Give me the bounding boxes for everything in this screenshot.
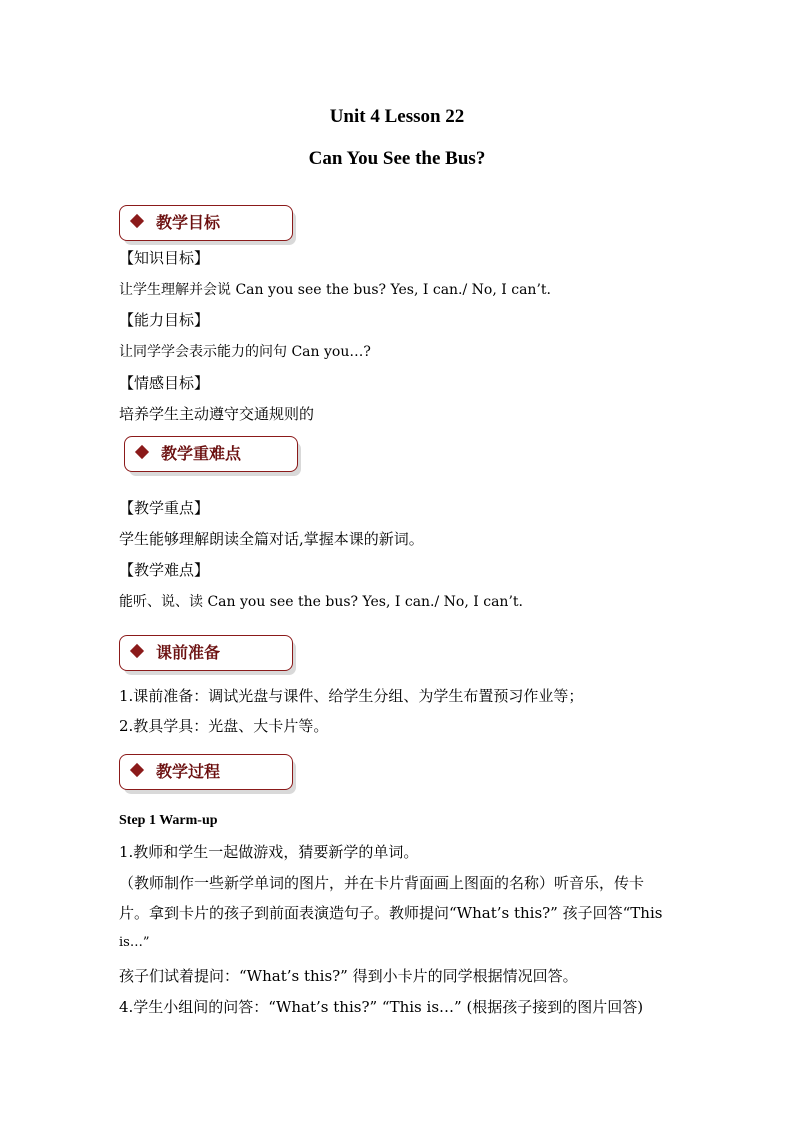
focus-text: 学生能够理解朗读全篇对话,掌握本课的新词。: [119, 530, 424, 548]
diamond-bullet-icon: [135, 445, 149, 459]
unit-title: Unit 4 Lesson 22: [329, 106, 465, 127]
process-paragraph: 1.教师和学生一起做游戏，猜要新学的单词。: [119, 843, 419, 861]
section-heading-objectives: [119, 205, 293, 241]
section-heading-preparation: [119, 635, 293, 671]
diamond-bullet-icon: [130, 644, 144, 658]
difficulty-text: 能听、说、读 Can you see the bus? Yes, I can./ No, I can’t.: [119, 594, 523, 610]
emotion-goal-label: 【情感目标】: [119, 374, 210, 392]
process-paragraph: 片。拿到卡片的孩子到前面表演造句子。教师提问“What’s this?” 孩子回答“This: [119, 904, 663, 922]
process-paragraph: 孩子们试着提问：“What’s this?” 得到小卡片的同学根据情况回答。: [119, 967, 578, 985]
ability-goal-text: 让同学学会表示能力的问句 Can you…?: [119, 344, 371, 360]
ability-goal-label: 【能力目标】: [119, 311, 210, 329]
difficulty-label: 【教学难点】: [119, 561, 210, 579]
process-paragraph: 4.学生小组间的问答：“What’s this?” “This is…” (根据孩子接到的图片回答): [119, 998, 644, 1016]
process-paragraph: （教师制作一些新学单词的图片，并在卡片背面画上图面的名称）听音乐，传卡: [119, 874, 645, 892]
emotion-goal-text: 培养学生主动遵守交通规则的: [119, 405, 315, 423]
step-heading: Step 1 Warm-up: [119, 813, 218, 828]
focus-label: 【教学重点】: [119, 499, 210, 517]
knowledge-goal-label: 【知识目标】: [119, 249, 210, 267]
section-heading-label: 教学重难点: [161, 444, 242, 463]
section-heading-label: 教学目标: [156, 213, 221, 232]
knowledge-goal-text: 让学生理解并会说 Can you see the bus? Yes, I can./ No, I can’t.: [119, 282, 551, 298]
diamond-bullet-icon: [130, 763, 144, 777]
section-heading-label: 教学过程: [156, 762, 221, 781]
process-paragraph: is…”: [119, 935, 150, 950]
lesson-title: Can You See the Bus?: [308, 148, 486, 169]
section-heading-key-points: [124, 436, 298, 472]
diamond-bullet-icon: [130, 214, 144, 228]
preparation-item: 2.教具学具：光盘、大卡片等。: [119, 717, 329, 735]
section-heading-process: [119, 754, 293, 790]
section-heading-label: 课前准备: [156, 643, 221, 662]
preparation-item: 1.课前准备：调试光盘与课件、给学生分组、为学生布置预习作业等；: [119, 687, 584, 705]
